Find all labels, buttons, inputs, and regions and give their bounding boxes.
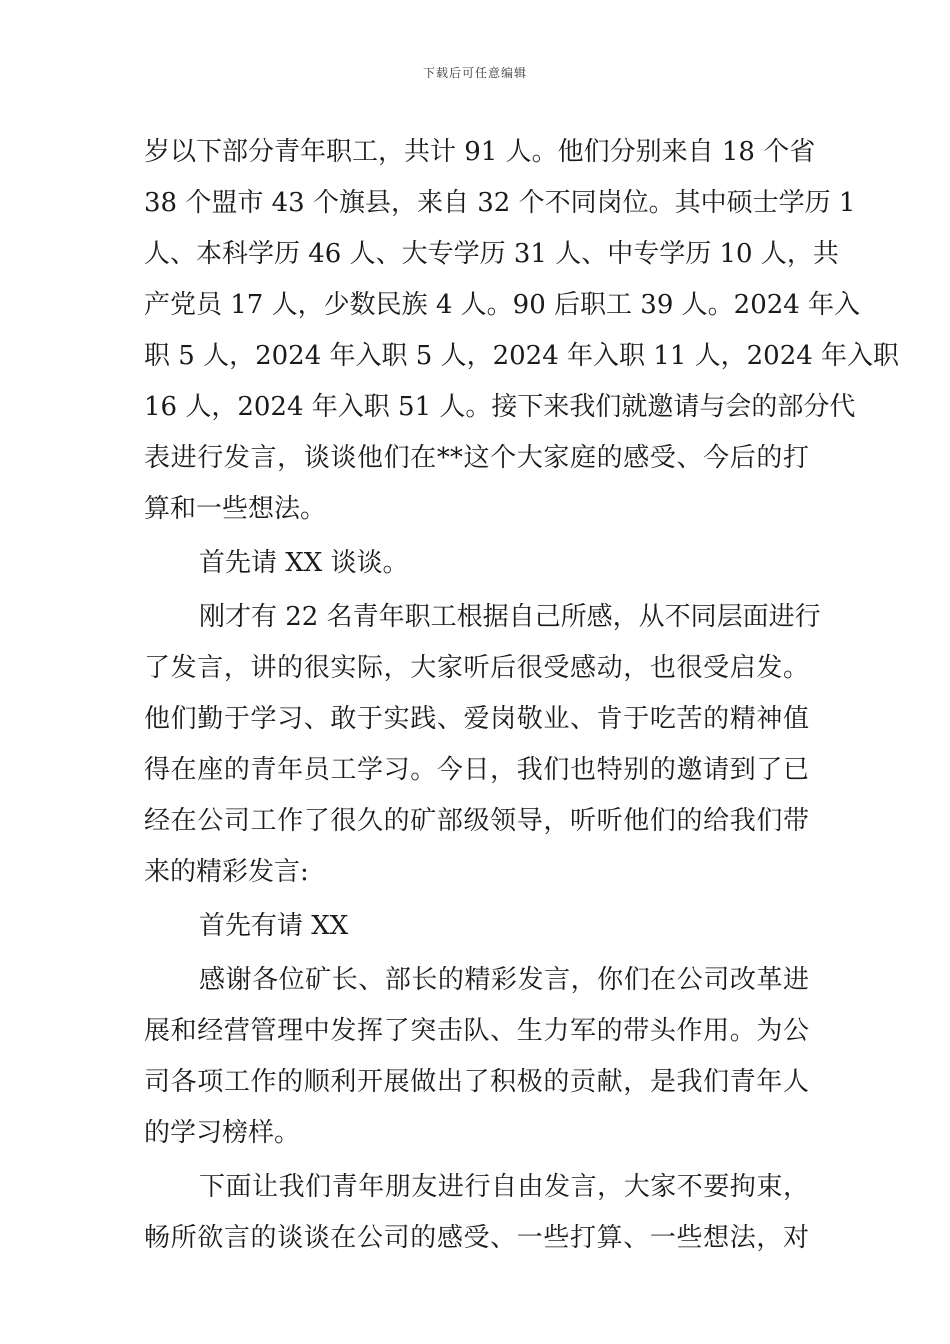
text-line: 算和一些想法。: [144, 494, 327, 524]
text-line: 人、本科学历 46 人、大专学历 31 人、中专学历 10 人，共: [144, 239, 839, 269]
paragraph-summary-youth-speeches: [144, 592, 821, 898]
text-line: 16 人，2024 年入职 51 人。接下来我们就邀请与会的部分代: [144, 392, 856, 422]
paragraph-intro-statistics: [144, 127, 900, 535]
text-line: 感谢各位矿长、部长的精彩发言，你们在公司改革进: [199, 965, 809, 995]
text-line: 了发言，讲的很实际，大家听后很受感动，也很受启发。: [144, 653, 809, 683]
text-line: 表进行发言，谈谈他们在**这个大家庭的感受、今后的打: [144, 443, 809, 473]
paragraph-thanks-leaders: [144, 955, 809, 1159]
text-line: 经在公司工作了很久的矿部级领导，听听他们的给我们带: [144, 806, 809, 836]
text-line: 畅所欲言的谈谈在公司的感受、一些打算、一些想法，对: [144, 1223, 809, 1253]
text-line: 他们勤于学习、敢于实践、爱岗敬业、肯于吃苦的精神值: [144, 704, 809, 734]
text-line: 下面让我们青年朋友进行自由发言，大家不要拘束，: [199, 1172, 809, 1202]
text-line: 得在座的青年员工学习。今日，我们也特别的邀请到了已: [144, 755, 809, 785]
text-line: 首先有请 XX: [199, 911, 349, 941]
paragraph-invite-leader: [144, 901, 809, 952]
text-line: 的学习榜样。: [144, 1118, 301, 1148]
text-line: 首先请 XX 谈谈。: [199, 548, 409, 578]
page-header: 下载后可任意编辑: [422, 66, 527, 80]
text-line: 38 个盟市 43 个旗县，来自 32 个不同岗位。其中硕士学历 1: [144, 188, 856, 218]
text-line: 司各项工作的顺利开展做出了积极的贡献，是我们青年人: [144, 1067, 809, 1097]
text-line: 职 5 人，2024 年入职 5 人，2024 年入职 11 人，2024 年入职: [144, 341, 900, 371]
text-line: 来的精彩发言:: [144, 857, 309, 887]
paragraph-free-speech: [144, 1162, 809, 1264]
text-line: 刚才有 22 名青年职工根据自己所感，从不同层面进行: [199, 602, 821, 632]
paragraph-first-speaker: [144, 538, 809, 589]
document-body: [144, 127, 900, 1264]
text-line: 产党员 17 人，少数民族 4 人。90 后职工 39 人。2024 年入: [144, 290, 861, 320]
text-line: 展和经营管理中发挥了突击队、生力军的带头作用。为公: [144, 1016, 809, 1046]
text-line: 岁以下部分青年职工，共计 91 人。他们分别来自 18 个省: [144, 137, 816, 167]
